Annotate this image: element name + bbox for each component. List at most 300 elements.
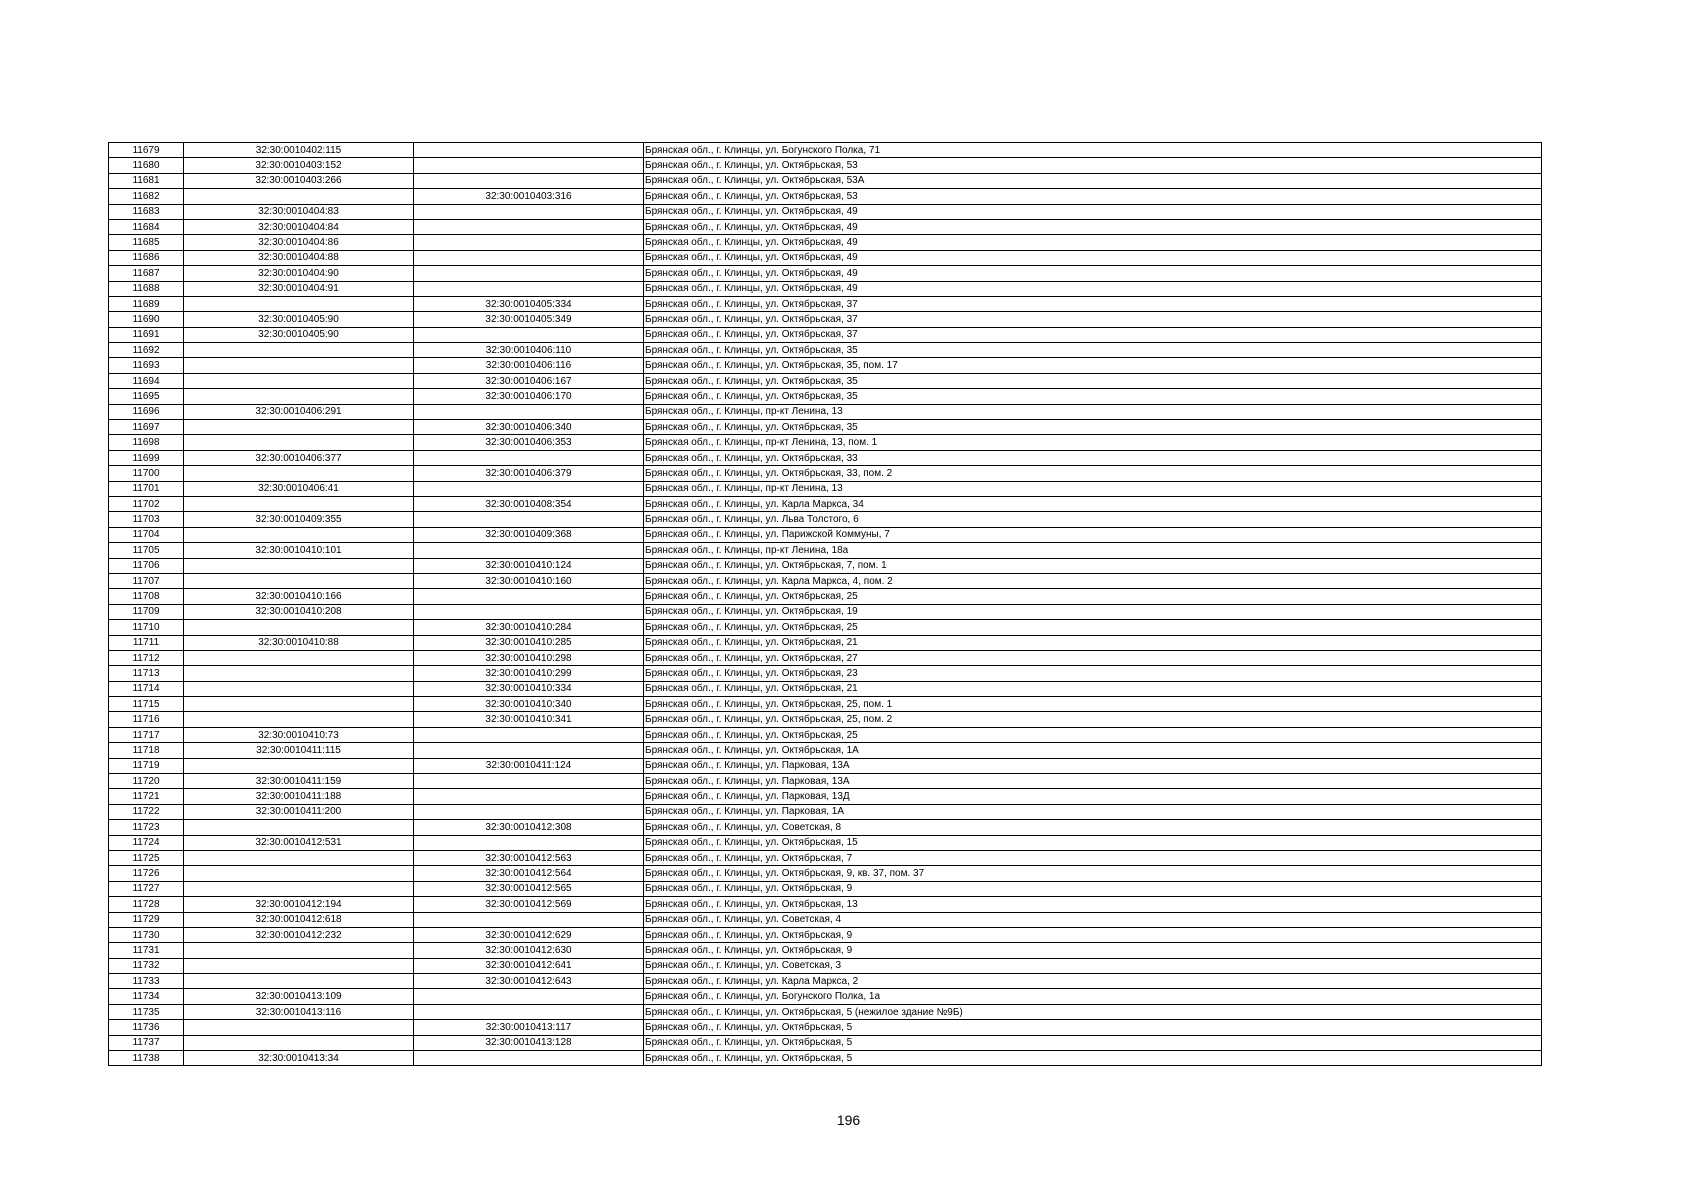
address-cell: Брянская обл., г. Клинцы, ул. Октябрьская, 35 bbox=[644, 389, 1542, 404]
row-number-cell: 11737 bbox=[109, 1035, 184, 1050]
address-cell: Брянская обл., г. Клинцы, пр-кт Ленина, 13 bbox=[644, 481, 1542, 496]
row-number-cell: 11705 bbox=[109, 543, 184, 558]
table-row bbox=[109, 912, 1542, 927]
table-row bbox=[109, 635, 1542, 650]
table-row bbox=[109, 897, 1542, 912]
cadastral-number-cell bbox=[184, 435, 414, 450]
table-row bbox=[109, 804, 1542, 819]
row-number-cell: 11692 bbox=[109, 343, 184, 358]
table-row bbox=[109, 820, 1542, 835]
table-row bbox=[109, 204, 1542, 219]
row-number-cell: 11714 bbox=[109, 681, 184, 696]
table-row bbox=[109, 189, 1542, 204]
address-cell: Брянская обл., г. Клинцы, ул. Советская, 8 bbox=[644, 820, 1542, 835]
table-row bbox=[109, 727, 1542, 742]
related-cadastral-number-cell: 32:30:0010405:334 bbox=[414, 296, 644, 311]
address-cell: Брянская обл., г. Клинцы, ул. Октябрьская, 9 bbox=[644, 927, 1542, 942]
related-cadastral-number-cell bbox=[414, 327, 644, 342]
cadastral-number-cell bbox=[184, 527, 414, 542]
cadastral-number-cell bbox=[184, 573, 414, 588]
address-cell: Брянская обл., г. Клинцы, ул. Октябрьская, 15 bbox=[644, 835, 1542, 850]
row-number-cell: 11725 bbox=[109, 850, 184, 865]
table-row bbox=[109, 435, 1542, 450]
table-row bbox=[109, 866, 1542, 881]
cadastral-number-cell bbox=[184, 466, 414, 481]
address-cell: Брянская обл., г. Клинцы, ул. Октябрьская, 49 bbox=[644, 204, 1542, 219]
table-row bbox=[109, 219, 1542, 234]
cadastral-number-cell: 32:30:0010412:618 bbox=[184, 912, 414, 927]
related-cadastral-number-cell: 32:30:0010406:379 bbox=[414, 466, 644, 481]
row-number-cell: 11720 bbox=[109, 774, 184, 789]
table-row bbox=[109, 327, 1542, 342]
cadastral-number-cell: 32:30:0010404:88 bbox=[184, 250, 414, 265]
table-row bbox=[109, 927, 1542, 942]
cadastral-number-cell bbox=[184, 881, 414, 896]
cadastral-number-cell bbox=[184, 1035, 414, 1050]
address-cell: Брянская обл., г. Клинцы, ул. Октябрьская, 5 bbox=[644, 1020, 1542, 1035]
related-cadastral-number-cell: 32:30:0010412:563 bbox=[414, 850, 644, 865]
cadastral-number-cell bbox=[184, 296, 414, 311]
related-cadastral-number-cell bbox=[414, 219, 644, 234]
cadastral-number-cell: 32:30:0010413:109 bbox=[184, 989, 414, 1004]
row-number-cell: 11704 bbox=[109, 527, 184, 542]
row-number-cell: 11712 bbox=[109, 650, 184, 665]
row-number-cell: 11730 bbox=[109, 927, 184, 942]
table-row bbox=[109, 1035, 1542, 1050]
table-row bbox=[109, 573, 1542, 588]
related-cadastral-number-cell: 32:30:0010412:641 bbox=[414, 958, 644, 973]
row-number-cell: 11735 bbox=[109, 1004, 184, 1019]
table-row bbox=[109, 404, 1542, 419]
cadastral-number-cell: 32:30:0010404:83 bbox=[184, 204, 414, 219]
address-cell: Брянская обл., г. Клинцы, ул. Октябрьская, 27 bbox=[644, 650, 1542, 665]
cadastral-number-cell bbox=[184, 420, 414, 435]
related-cadastral-number-cell bbox=[414, 835, 644, 850]
address-cell: Брянская обл., г. Клинцы, ул. Октябрьская, 37 bbox=[644, 312, 1542, 327]
page-number: 196 bbox=[836, 1112, 861, 1128]
address-cell: Брянская обл., г. Клинцы, ул. Октябрьская, 7, пом. 1 bbox=[644, 558, 1542, 573]
related-cadastral-number-cell bbox=[414, 804, 644, 819]
row-number-cell: 11722 bbox=[109, 804, 184, 819]
related-cadastral-number-cell bbox=[414, 789, 644, 804]
related-cadastral-number-cell: 32:30:0010412:569 bbox=[414, 897, 644, 912]
related-cadastral-number-cell bbox=[414, 235, 644, 250]
related-cadastral-number-cell: 32:30:0010412:565 bbox=[414, 881, 644, 896]
table-row bbox=[109, 343, 1542, 358]
table-row bbox=[109, 296, 1542, 311]
table-row bbox=[109, 1020, 1542, 1035]
table-row bbox=[109, 850, 1542, 865]
cadastral-number-cell bbox=[184, 620, 414, 635]
row-number-cell: 11707 bbox=[109, 573, 184, 588]
table-row bbox=[109, 666, 1542, 681]
cadastral-number-cell: 32:30:0010410:101 bbox=[184, 543, 414, 558]
table-row bbox=[109, 466, 1542, 481]
cadastral-number-cell: 32:30:0010404:84 bbox=[184, 219, 414, 234]
cadastral-number-cell bbox=[184, 850, 414, 865]
row-number-cell: 11709 bbox=[109, 604, 184, 619]
address-cell: Брянская обл., г. Клинцы, ул. Октябрьская, 13 bbox=[644, 897, 1542, 912]
cadastral-number-cell bbox=[184, 958, 414, 973]
table-row bbox=[109, 835, 1542, 850]
table-row bbox=[109, 697, 1542, 712]
address-cell: Брянская обл., г. Клинцы, ул. Карла Маркса, 2 bbox=[644, 974, 1542, 989]
address-cell: Брянская обл., г. Клинцы, ул. Октябрьская, 49 bbox=[644, 250, 1542, 265]
address-cell: Брянская обл., г. Клинцы, ул. Октябрьская, 25, пом. 2 bbox=[644, 712, 1542, 727]
cadastral-number-cell: 32:30:0010406:41 bbox=[184, 481, 414, 496]
table-row bbox=[109, 373, 1542, 388]
cadastral-number-cell: 32:30:0010405:90 bbox=[184, 327, 414, 342]
address-cell: Брянская обл., г. Клинцы, ул. Октябрьская, 33, пом. 2 bbox=[644, 466, 1542, 481]
table-row bbox=[109, 650, 1542, 665]
cadastral-number-cell: 32:30:0010403:266 bbox=[184, 173, 414, 188]
row-number-cell: 11683 bbox=[109, 204, 184, 219]
related-cadastral-number-cell bbox=[414, 543, 644, 558]
table-row bbox=[109, 604, 1542, 619]
row-number-cell: 11679 bbox=[109, 143, 184, 158]
table-row bbox=[109, 512, 1542, 527]
table-row bbox=[109, 558, 1542, 573]
table-row bbox=[109, 989, 1542, 1004]
cadastral-number-cell bbox=[184, 866, 414, 881]
cadastral-number-cell: 32:30:0010411:188 bbox=[184, 789, 414, 804]
address-cell: Брянская обл., г. Клинцы, ул. Октябрьская, 35 bbox=[644, 373, 1542, 388]
row-number-cell: 11731 bbox=[109, 943, 184, 958]
related-cadastral-number-cell bbox=[414, 727, 644, 742]
row-number-cell: 11710 bbox=[109, 620, 184, 635]
cadastral-number-cell bbox=[184, 697, 414, 712]
table-row bbox=[109, 235, 1542, 250]
table-row bbox=[109, 281, 1542, 296]
cadastral-number-cell bbox=[184, 712, 414, 727]
address-cell: Брянская обл., г. Клинцы, ул. Октябрьская, 37 bbox=[644, 327, 1542, 342]
address-cell: Брянская обл., г. Клинцы, ул. Октябрьская, 25 bbox=[644, 727, 1542, 742]
address-cell: Брянская обл., г. Клинцы, ул. Карла Маркса, 4, пом. 2 bbox=[644, 573, 1542, 588]
cadastral-number-cell: 32:30:0010413:34 bbox=[184, 1051, 414, 1066]
row-number-cell: 11694 bbox=[109, 373, 184, 388]
address-cell: Брянская обл., г. Клинцы, ул. Октябрьская, 21 bbox=[644, 635, 1542, 650]
address-cell: Брянская обл., г. Клинцы, ул. Октябрьская, 35 bbox=[644, 343, 1542, 358]
cadastral-number-cell bbox=[184, 373, 414, 388]
row-number-cell: 11736 bbox=[109, 1020, 184, 1035]
row-number-cell: 11685 bbox=[109, 235, 184, 250]
table-row bbox=[109, 881, 1542, 896]
table-row bbox=[109, 543, 1542, 558]
cadastral-number-cell: 32:30:0010410:88 bbox=[184, 635, 414, 650]
cadastral-number-cell bbox=[184, 820, 414, 835]
address-cell: Брянская обл., г. Клинцы, ул. Октябрьская, 21 bbox=[644, 681, 1542, 696]
row-number-cell: 11728 bbox=[109, 897, 184, 912]
address-cell: Брянская обл., г. Клинцы, ул. Парковая, 1А bbox=[644, 804, 1542, 819]
cadastral-number-cell: 32:30:0010411:159 bbox=[184, 774, 414, 789]
address-cell: Брянская обл., г. Клинцы, ул. Парковая, 13А bbox=[644, 774, 1542, 789]
table-row bbox=[109, 743, 1542, 758]
row-number-cell: 11703 bbox=[109, 512, 184, 527]
cadastral-number-cell: 32:30:0010402:115 bbox=[184, 143, 414, 158]
related-cadastral-number-cell: 32:30:0010410:334 bbox=[414, 681, 644, 696]
related-cadastral-number-cell: 32:30:0010412:308 bbox=[414, 820, 644, 835]
related-cadastral-number-cell bbox=[414, 604, 644, 619]
related-cadastral-number-cell: 32:30:0010406:353 bbox=[414, 435, 644, 450]
address-cell: Брянская обл., г. Клинцы, ул. Октябрьская, 9 bbox=[644, 943, 1542, 958]
address-cell: Брянская обл., г. Клинцы, ул. Октябрьская, 53А bbox=[644, 173, 1542, 188]
table-row bbox=[109, 620, 1542, 635]
address-cell: Брянская обл., г. Клинцы, ул. Октябрьская, 5 bbox=[644, 1035, 1542, 1050]
related-cadastral-number-cell: 32:30:0010410:298 bbox=[414, 650, 644, 665]
address-cell: Брянская обл., г. Клинцы, ул. Октябрьская, 9 bbox=[644, 881, 1542, 896]
related-cadastral-number-cell: 32:30:0010412:564 bbox=[414, 866, 644, 881]
cadastral-number-cell: 32:30:0010411:115 bbox=[184, 743, 414, 758]
data-table bbox=[108, 142, 1542, 1066]
cadastral-number-cell: 32:30:0010410:208 bbox=[184, 604, 414, 619]
table-body bbox=[109, 143, 1542, 1066]
table-row bbox=[109, 173, 1542, 188]
table-row bbox=[109, 789, 1542, 804]
row-number-cell: 11698 bbox=[109, 435, 184, 450]
related-cadastral-number-cell bbox=[414, 143, 644, 158]
row-number-cell: 11718 bbox=[109, 743, 184, 758]
table-row bbox=[109, 496, 1542, 511]
related-cadastral-number-cell bbox=[414, 589, 644, 604]
row-number-cell: 11733 bbox=[109, 974, 184, 989]
address-cell: Брянская обл., г. Клинцы, ул. Октябрьская, 23 bbox=[644, 666, 1542, 681]
related-cadastral-number-cell: 32:30:0010412:630 bbox=[414, 943, 644, 958]
related-cadastral-number-cell: 32:30:0010406:116 bbox=[414, 358, 644, 373]
address-cell: Брянская обл., г. Клинцы, пр-кт Ленина, 13 bbox=[644, 404, 1542, 419]
address-cell: Брянская обл., г. Клинцы, ул. Октябрьская, 1А bbox=[644, 743, 1542, 758]
related-cadastral-number-cell: 32:30:0010406:167 bbox=[414, 373, 644, 388]
table-row bbox=[109, 481, 1542, 496]
address-cell: Брянская обл., г. Клинцы, ул. Октябрьская, 25, пом. 1 bbox=[644, 697, 1542, 712]
row-number-cell: 11680 bbox=[109, 158, 184, 173]
address-cell: Брянская обл., г. Клинцы, ул. Октябрьская, 49 bbox=[644, 219, 1542, 234]
related-cadastral-number-cell: 32:30:0010413:117 bbox=[414, 1020, 644, 1035]
table-row bbox=[109, 312, 1542, 327]
cadastral-number-cell bbox=[184, 358, 414, 373]
table-row bbox=[109, 774, 1542, 789]
table-row bbox=[109, 389, 1542, 404]
cadastral-number-cell: 32:30:0010412:531 bbox=[184, 835, 414, 850]
address-cell: Брянская обл., г. Клинцы, ул. Октябрьская, 7 bbox=[644, 850, 1542, 865]
cadastral-number-cell: 32:30:0010404:86 bbox=[184, 235, 414, 250]
cadastral-number-cell: 32:30:0010404:91 bbox=[184, 281, 414, 296]
row-number-cell: 11691 bbox=[109, 327, 184, 342]
related-cadastral-number-cell: 32:30:0010411:124 bbox=[414, 758, 644, 773]
row-number-cell: 11708 bbox=[109, 589, 184, 604]
address-cell: Брянская обл., г. Клинцы, пр-кт Ленина, 13, пом. 1 bbox=[644, 435, 1542, 450]
address-cell: Брянская обл., г. Клинцы, ул. Октябрьская, 5 (нежилое здание №9Б) bbox=[644, 1004, 1542, 1019]
cadastral-number-cell: 32:30:0010413:116 bbox=[184, 1004, 414, 1019]
related-cadastral-number-cell bbox=[414, 266, 644, 281]
row-number-cell: 11687 bbox=[109, 266, 184, 281]
row-number-cell: 11690 bbox=[109, 312, 184, 327]
related-cadastral-number-cell bbox=[414, 512, 644, 527]
cadastral-number-cell: 32:30:0010404:90 bbox=[184, 266, 414, 281]
cadastral-number-cell bbox=[184, 974, 414, 989]
row-number-cell: 11697 bbox=[109, 420, 184, 435]
row-number-cell: 11734 bbox=[109, 989, 184, 1004]
row-number-cell: 11702 bbox=[109, 496, 184, 511]
address-cell: Брянская обл., г. Клинцы, ул. Октябрьская, 35 bbox=[644, 420, 1542, 435]
cadastral-number-cell bbox=[184, 943, 414, 958]
table-row bbox=[109, 943, 1542, 958]
address-cell: Брянская обл., г. Клинцы, ул. Октябрьская, 35, пом. 17 bbox=[644, 358, 1542, 373]
address-cell: Брянская обл., г. Клинцы, ул. Парковая, 13Д bbox=[644, 789, 1542, 804]
cadastral-number-cell: 32:30:0010412:232 bbox=[184, 927, 414, 942]
row-number-cell: 11723 bbox=[109, 820, 184, 835]
address-cell: Брянская обл., г. Клинцы, ул. Парковая, 13А bbox=[644, 758, 1542, 773]
address-cell: Брянская обл., г. Клинцы, ул. Октябрьская, 5 bbox=[644, 1051, 1542, 1066]
related-cadastral-number-cell: 32:30:0010410:124 bbox=[414, 558, 644, 573]
row-number-cell: 11717 bbox=[109, 727, 184, 742]
row-number-cell: 11681 bbox=[109, 173, 184, 188]
row-number-cell: 11729 bbox=[109, 912, 184, 927]
cadastral-number-cell bbox=[184, 389, 414, 404]
cadastral-number-cell bbox=[184, 496, 414, 511]
address-cell: Брянская обл., г. Клинцы, ул. Льва Толстого, 6 bbox=[644, 512, 1542, 527]
related-cadastral-number-cell bbox=[414, 450, 644, 465]
address-cell: Брянская обл., г. Клинцы, ул. Карла Маркса, 34 bbox=[644, 496, 1542, 511]
cadastral-number-cell: 32:30:0010403:152 bbox=[184, 158, 414, 173]
table-row bbox=[109, 974, 1542, 989]
table-row bbox=[109, 266, 1542, 281]
related-cadastral-number-cell: 32:30:0010410:284 bbox=[414, 620, 644, 635]
cadastral-number-cell bbox=[184, 189, 414, 204]
cadastral-number-cell bbox=[184, 558, 414, 573]
address-cell: Брянская обл., г. Клинцы, ул. Октябрьская, 9, кв. 37, пом. 37 bbox=[644, 866, 1542, 881]
row-number-cell: 11684 bbox=[109, 219, 184, 234]
related-cadastral-number-cell bbox=[414, 158, 644, 173]
row-number-cell: 11721 bbox=[109, 789, 184, 804]
table-row bbox=[109, 143, 1542, 158]
related-cadastral-number-cell bbox=[414, 774, 644, 789]
related-cadastral-number-cell bbox=[414, 173, 644, 188]
related-cadastral-number-cell: 32:30:0010405:349 bbox=[414, 312, 644, 327]
row-number-cell: 11700 bbox=[109, 466, 184, 481]
related-cadastral-number-cell bbox=[414, 743, 644, 758]
table-row bbox=[109, 1004, 1542, 1019]
related-cadastral-number-cell bbox=[414, 404, 644, 419]
table-row bbox=[109, 420, 1542, 435]
related-cadastral-number-cell: 32:30:0010410:341 bbox=[414, 712, 644, 727]
related-cadastral-number-cell: 32:30:0010410:299 bbox=[414, 666, 644, 681]
table-row bbox=[109, 358, 1542, 373]
row-number-cell: 11699 bbox=[109, 450, 184, 465]
related-cadastral-number-cell: 32:30:0010406:340 bbox=[414, 420, 644, 435]
row-number-cell: 11724 bbox=[109, 835, 184, 850]
row-number-cell: 11706 bbox=[109, 558, 184, 573]
address-cell: Брянская обл., г. Клинцы, ул. Октябрьская, 49 bbox=[644, 281, 1542, 296]
row-number-cell: 11713 bbox=[109, 666, 184, 681]
related-cadastral-number-cell: 32:30:0010412:643 bbox=[414, 974, 644, 989]
cadastral-number-cell: 32:30:0010405:90 bbox=[184, 312, 414, 327]
cadastral-number-cell bbox=[184, 666, 414, 681]
related-cadastral-number-cell bbox=[414, 1051, 644, 1066]
cadastral-number-cell bbox=[184, 343, 414, 358]
row-number-cell: 11682 bbox=[109, 189, 184, 204]
table-row bbox=[109, 589, 1542, 604]
cadastral-number-cell bbox=[184, 1020, 414, 1035]
table-row bbox=[109, 450, 1542, 465]
cadastral-number-cell: 32:30:0010406:291 bbox=[184, 404, 414, 419]
related-cadastral-number-cell bbox=[414, 281, 644, 296]
table-row bbox=[109, 527, 1542, 542]
row-number-cell: 11701 bbox=[109, 481, 184, 496]
cadastral-number-cell: 32:30:0010409:355 bbox=[184, 512, 414, 527]
row-number-cell: 11719 bbox=[109, 758, 184, 773]
cadastral-number-cell: 32:30:0010411:200 bbox=[184, 804, 414, 819]
address-cell: Брянская обл., г. Клинцы, ул. Богунского Полка, 1а bbox=[644, 989, 1542, 1004]
row-number-cell: 11696 bbox=[109, 404, 184, 419]
address-cell: Брянская обл., г. Клинцы, ул. Октябрьская, 53 bbox=[644, 158, 1542, 173]
related-cadastral-number-cell bbox=[414, 912, 644, 927]
address-cell: Брянская обл., г. Клинцы, ул. Октябрьская, 19 bbox=[644, 604, 1542, 619]
address-cell: Брянская обл., г. Клинцы, ул. Октябрьская, 25 bbox=[644, 589, 1542, 604]
address-cell: Брянская обл., г. Клинцы, ул. Октябрьская, 37 bbox=[644, 296, 1542, 311]
address-cell: Брянская обл., г. Клинцы, ул. Октябрьская, 53 bbox=[644, 189, 1542, 204]
address-cell: Брянская обл., г. Клинцы, пр-кт Ленина, 18а bbox=[644, 543, 1542, 558]
table-row bbox=[109, 681, 1542, 696]
cadastral-number-cell: 32:30:0010406:377 bbox=[184, 450, 414, 465]
table-row bbox=[109, 1051, 1542, 1066]
related-cadastral-number-cell: 32:30:0010408:354 bbox=[414, 496, 644, 511]
address-cell: Брянская обл., г. Клинцы, ул. Богунского Полка, 71 bbox=[644, 143, 1542, 158]
related-cadastral-number-cell bbox=[414, 204, 644, 219]
address-cell: Брянская обл., г. Клинцы, ул. Октябрьская, 49 bbox=[644, 266, 1542, 281]
related-cadastral-number-cell bbox=[414, 481, 644, 496]
address-cell: Брянская обл., г. Клинцы, ул. Октябрьская, 25 bbox=[644, 620, 1542, 635]
cadastral-number-cell bbox=[184, 758, 414, 773]
table-row bbox=[109, 250, 1542, 265]
related-cadastral-number-cell: 32:30:0010413:128 bbox=[414, 1035, 644, 1050]
address-cell: Брянская обл., г. Клинцы, ул. Советская, 3 bbox=[644, 958, 1542, 973]
row-number-cell: 11732 bbox=[109, 958, 184, 973]
row-number-cell: 11716 bbox=[109, 712, 184, 727]
row-number-cell: 11715 bbox=[109, 697, 184, 712]
related-cadastral-number-cell: 32:30:0010406:170 bbox=[414, 389, 644, 404]
related-cadastral-number-cell: 32:30:0010410:285 bbox=[414, 635, 644, 650]
row-number-cell: 11695 bbox=[109, 389, 184, 404]
related-cadastral-number-cell: 32:30:0010403:316 bbox=[414, 189, 644, 204]
related-cadastral-number-cell: 32:30:0010410:340 bbox=[414, 697, 644, 712]
address-cell: Брянская обл., г. Клинцы, ул. Октябрьская, 49 bbox=[644, 235, 1542, 250]
table-row bbox=[109, 758, 1542, 773]
row-number-cell: 11693 bbox=[109, 358, 184, 373]
table-row bbox=[109, 958, 1542, 973]
cadastral-number-cell: 32:30:0010410:73 bbox=[184, 727, 414, 742]
cadastral-number-cell: 32:30:0010412:194 bbox=[184, 897, 414, 912]
related-cadastral-number-cell: 32:30:0010412:629 bbox=[414, 927, 644, 942]
cadastral-number-cell bbox=[184, 650, 414, 665]
address-cell: Брянская обл., г. Клинцы, ул. Парижской Коммуны, 7 bbox=[644, 527, 1542, 542]
related-cadastral-number-cell bbox=[414, 1004, 644, 1019]
table-row bbox=[109, 712, 1542, 727]
row-number-cell: 11686 bbox=[109, 250, 184, 265]
related-cadastral-number-cell: 32:30:0010409:368 bbox=[414, 527, 644, 542]
cadastral-number-cell bbox=[184, 681, 414, 696]
table-row bbox=[109, 158, 1542, 173]
address-cell: Брянская обл., г. Клинцы, ул. Октябрьская, 33 bbox=[644, 450, 1542, 465]
cadastral-number-cell: 32:30:0010410:166 bbox=[184, 589, 414, 604]
related-cadastral-number-cell bbox=[414, 989, 644, 1004]
address-cell: Брянская обл., г. Клинцы, ул. Советская, 4 bbox=[644, 912, 1542, 927]
row-number-cell: 11727 bbox=[109, 881, 184, 896]
related-cadastral-number-cell: 32:30:0010406:110 bbox=[414, 343, 644, 358]
row-number-cell: 11689 bbox=[109, 296, 184, 311]
row-number-cell: 11726 bbox=[109, 866, 184, 881]
related-cadastral-number-cell bbox=[414, 250, 644, 265]
related-cadastral-number-cell: 32:30:0010410:160 bbox=[414, 573, 644, 588]
